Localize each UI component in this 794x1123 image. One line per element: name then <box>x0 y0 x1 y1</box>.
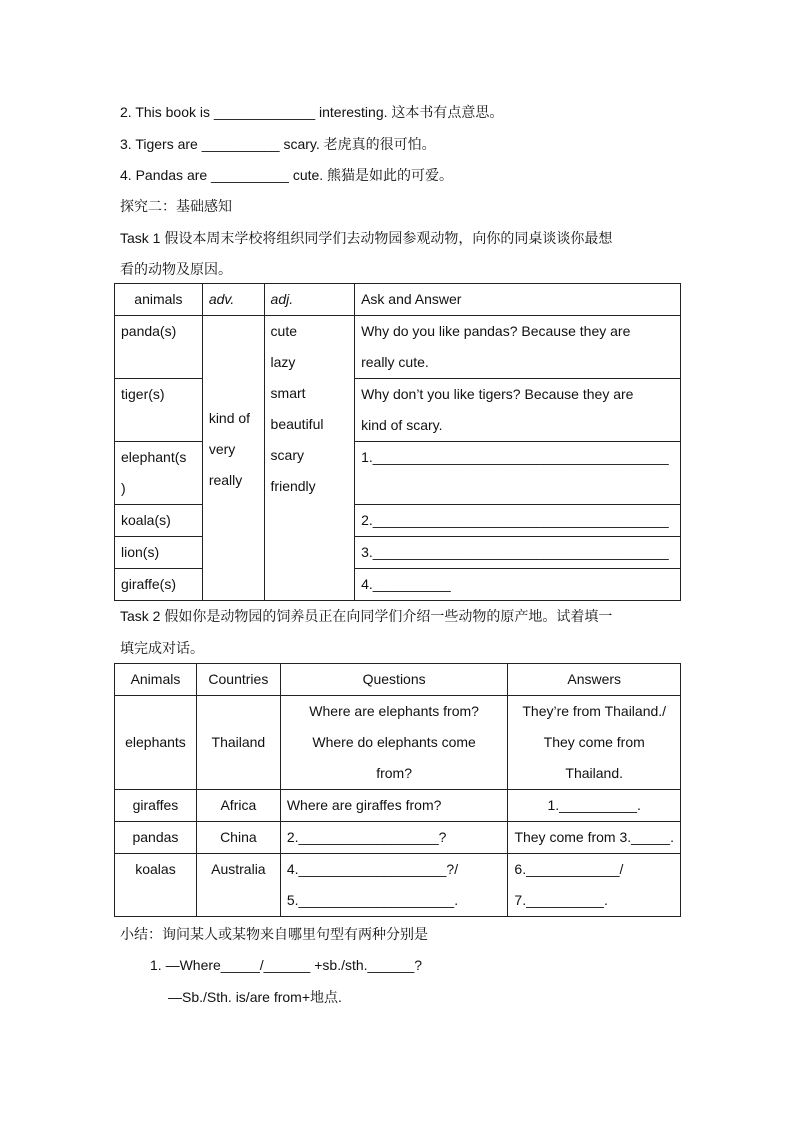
answer-line: They come from <box>543 734 645 750</box>
answer-line: 7.__________. <box>514 892 608 908</box>
header-questions: Questions <box>280 664 508 696</box>
adj-cell <box>264 316 355 601</box>
answer-cell: 1.__________. <box>508 790 681 822</box>
adv-item: very <box>208 440 236 457</box>
adj-item: beautiful <box>270 416 324 432</box>
answer-cell <box>355 379 681 442</box>
animal-text: elephant(s <box>121 449 187 465</box>
animal-cell <box>115 442 203 505</box>
country-cell: Thailand <box>196 696 280 790</box>
answer-cell: 4.__________ <box>355 569 681 601</box>
answer-cell <box>508 696 681 790</box>
answer-line: Why do you like pandas? Because they are <box>361 323 631 339</box>
answer-cell <box>508 854 681 917</box>
answer-line: Why don’t you like tigers? Because they are <box>361 386 634 402</box>
answer-line: They’re from Thailand./ <box>522 703 667 719</box>
task1-prompt-line2: 看的动物及原因。 <box>120 261 232 277</box>
header-countries: Countries <box>196 664 280 696</box>
summary-title: 小结：询问某人或某物来自哪里句型有两种分别是 <box>120 926 428 942</box>
adj-item: friendly <box>270 478 316 494</box>
table-row <box>115 379 681 442</box>
animal-cell: giraffes <box>115 790 197 822</box>
table-row <box>115 790 681 822</box>
animal-cell: elephants <box>115 696 197 790</box>
animal-cell: giraffe(s) <box>115 569 203 601</box>
country-cell: Africa <box>196 790 280 822</box>
animal-cell: pandas <box>115 822 197 854</box>
answer-line: really cute. <box>361 354 429 370</box>
question-cell <box>280 696 508 790</box>
table-row <box>115 822 681 854</box>
table-row <box>115 569 681 601</box>
question-line: 5.____________________. <box>286 892 459 908</box>
animal-cell: koalas <box>115 854 197 917</box>
table-row <box>115 316 681 379</box>
table-row <box>115 442 681 505</box>
task1-prompt-line1: Task 1 假设本周末学校将组织同学们去动物园参观动物，向你的同桌谈谈你最想 <box>120 230 613 246</box>
header-adj: adj. <box>264 284 355 316</box>
answer-cell: 1.______________________________________ <box>355 442 681 505</box>
answer-cell: 2.______________________________________ <box>355 505 681 537</box>
question-line: 4.___________________?/ <box>286 861 459 877</box>
adv-item: really <box>208 471 243 488</box>
header-animals: Animals <box>115 664 197 696</box>
animal-text: ) <box>121 480 126 496</box>
table-row <box>115 696 681 790</box>
adj-item: scary <box>270 447 304 463</box>
summary-item-1: 1. —Where_____/______ +sb./sth.______? <box>150 957 423 973</box>
animal-cell: tiger(s) <box>115 379 203 442</box>
question-cell: Where are giraffes from? <box>280 790 508 822</box>
header-animals: animals <box>115 284 203 316</box>
country-cell: China <box>196 822 280 854</box>
header-answers: Answers <box>508 664 681 696</box>
task1-table <box>114 283 681 601</box>
country-cell: Australia <box>196 854 280 917</box>
header-adv: adv. <box>202 284 264 316</box>
answer-cell: They come from 3._____. <box>508 822 681 854</box>
summary-item-1-answer: —Sb./Sth. is/are from+地点. <box>168 989 342 1005</box>
answer-line: Thailand. <box>565 765 623 781</box>
answer-cell <box>355 316 681 379</box>
table-row <box>115 854 681 917</box>
answer-line: 6.____________/ <box>514 861 624 877</box>
answer-line: kind of scary. <box>361 417 443 433</box>
adj-item: smart <box>270 385 306 401</box>
table-row <box>115 505 681 537</box>
answer-cell: 3.______________________________________ <box>355 537 681 569</box>
table-row <box>115 537 681 569</box>
task2-prompt-line1: Task 2 假如你是动物园的饲养员正在向同学们介绍一些动物的原产地。试着填一 <box>120 608 613 624</box>
animal-cell: panda(s) <box>115 316 203 379</box>
adj-item: lazy <box>270 354 296 370</box>
question-line: Where are elephants from? <box>309 703 479 719</box>
adv-cell <box>202 316 264 601</box>
table-header-row <box>115 284 681 316</box>
task2-prompt-line2: 填完成对话。 <box>120 640 204 656</box>
table-header-row <box>115 664 681 696</box>
question-line: from? <box>376 765 413 781</box>
sentence-2: 2. This book is _____________ interesting. 这本书有点意思。 <box>120 104 504 120</box>
header-ask-answer: Ask and Answer <box>355 284 681 316</box>
sentence-3: 3. Tigers are __________ scary. 老虎真的很可怕。 <box>120 136 436 152</box>
question-cell: 2.__________________? <box>280 822 508 854</box>
question-line: Where do elephants come <box>312 734 476 750</box>
adv-item: kind of <box>208 409 251 426</box>
task2-table <box>114 663 681 917</box>
sentence-4: 4. Pandas are __________ cute. 熊猫是如此的可爱。 <box>120 167 454 183</box>
section-heading: 探究二：基础感知 <box>120 198 232 214</box>
animal-cell: lion(s) <box>115 537 203 569</box>
animal-cell: koala(s) <box>115 505 203 537</box>
question-cell <box>280 854 508 917</box>
adj-item: cute <box>270 323 297 339</box>
